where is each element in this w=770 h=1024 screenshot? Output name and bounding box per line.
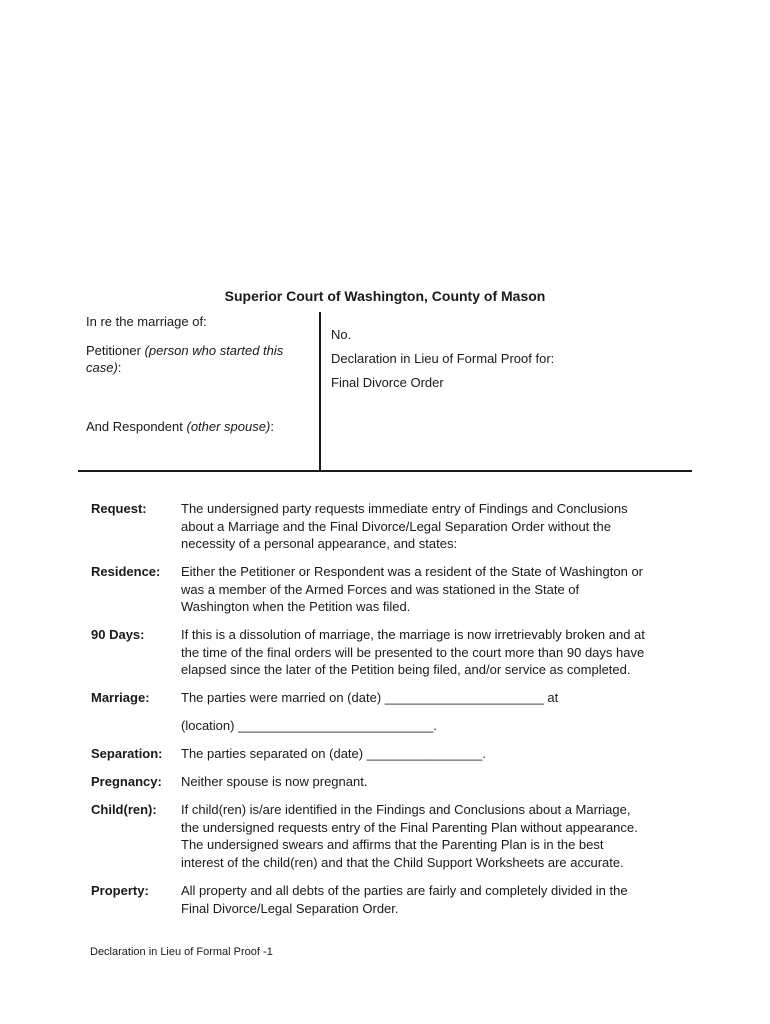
section-body xyxy=(181,500,686,553)
section-label: Separation: xyxy=(91,746,163,761)
respondent-label-text: And Respondent xyxy=(86,419,183,434)
page-footer: Declaration in Lieu of Formal Proof -1 xyxy=(90,946,273,958)
section-line: If this is a dissolution of marriage, the marriage is now irretrievably broken and at xyxy=(181,627,645,642)
section-line: interest of the child(ren) and that the Child Support Worksheets are accurate. xyxy=(181,854,624,870)
section-line: The undersigned swears and affirms that the Parenting Plan is in the best xyxy=(181,837,604,852)
court-title: Superior Court of Washington, County of Mason xyxy=(224,288,546,304)
section-body xyxy=(181,773,686,791)
section-label: 90 Days: xyxy=(91,627,145,642)
respondent-colon: : xyxy=(270,419,274,434)
section-label: Pregnancy: xyxy=(91,774,162,789)
in-re-label: In re the marriage of: xyxy=(86,314,207,329)
caption-parties xyxy=(78,312,321,470)
section-line: the undersigned requests entry of the Final Parenting Plan without appearance. xyxy=(181,819,638,835)
petitioner-note: (person who started this xyxy=(144,343,284,358)
section-label: Child(ren): xyxy=(91,802,157,817)
section-body xyxy=(181,689,686,707)
section-line: about a Marriage and the Final Divorce/Legal Separation Order without the xyxy=(181,518,611,534)
petitioner-colon: : xyxy=(117,360,122,375)
section-body xyxy=(181,717,686,735)
section-line: Washington when the Petition was filed. xyxy=(181,599,411,614)
section-line: the time of the final orders will be presented to the court more than 90 days have xyxy=(181,644,645,660)
section-line: was a member of the Armed Forces and was stationed in the State of xyxy=(181,581,580,597)
section-label: Marriage: xyxy=(91,690,150,705)
respondent-label xyxy=(86,418,274,435)
section-line: Final Divorce/Legal Separation Order. xyxy=(181,900,399,916)
caption-case-info xyxy=(321,312,692,470)
section-line: All property and all debts of the parties are fairly and completely divided in the xyxy=(181,883,628,898)
section-line: If child(ren) is/are identified in the Findings and Conclusions about a Marriage, xyxy=(181,802,631,817)
section-line: necessity of a personal appearance, and states: xyxy=(181,536,458,551)
section-label: Residence: xyxy=(91,564,161,579)
separation-date-line: The parties separated on (date) ________________. xyxy=(181,746,487,761)
section-line: Neither spouse is now pregnant. xyxy=(181,774,368,789)
section-line: elapsed since the later of the Petition being filed, and/or service as completed. xyxy=(181,662,631,677)
document-subtitle: Final Divorce Order xyxy=(331,375,444,390)
section-body xyxy=(181,801,686,871)
section-label: Property: xyxy=(91,883,149,898)
respondent-note: (other spouse) xyxy=(186,419,271,434)
section-line: The undersigned party requests immediate entry of Findings and Conclusions xyxy=(181,501,628,516)
marriage-date-line: The parties were married on (date) ______________________ at xyxy=(181,690,559,705)
marriage-location-line: (location) ___________________________. xyxy=(181,718,437,733)
section-line: Either the Petitioner or Respondent was a resident of the State of Washington or xyxy=(181,564,644,579)
petitioner-label xyxy=(86,342,318,376)
section-body xyxy=(181,745,686,763)
document-title: Declaration in Lieu of Formal Proof for: xyxy=(331,351,555,366)
section-body xyxy=(181,563,686,616)
section-label: Request: xyxy=(91,501,147,516)
petitioner-note-continued: case) xyxy=(86,360,118,375)
case-number-label: No. xyxy=(331,327,352,342)
section-body xyxy=(181,882,686,917)
section-body xyxy=(181,626,686,679)
petitioner-label-text: Petitioner xyxy=(86,343,141,358)
case-caption xyxy=(78,312,692,472)
